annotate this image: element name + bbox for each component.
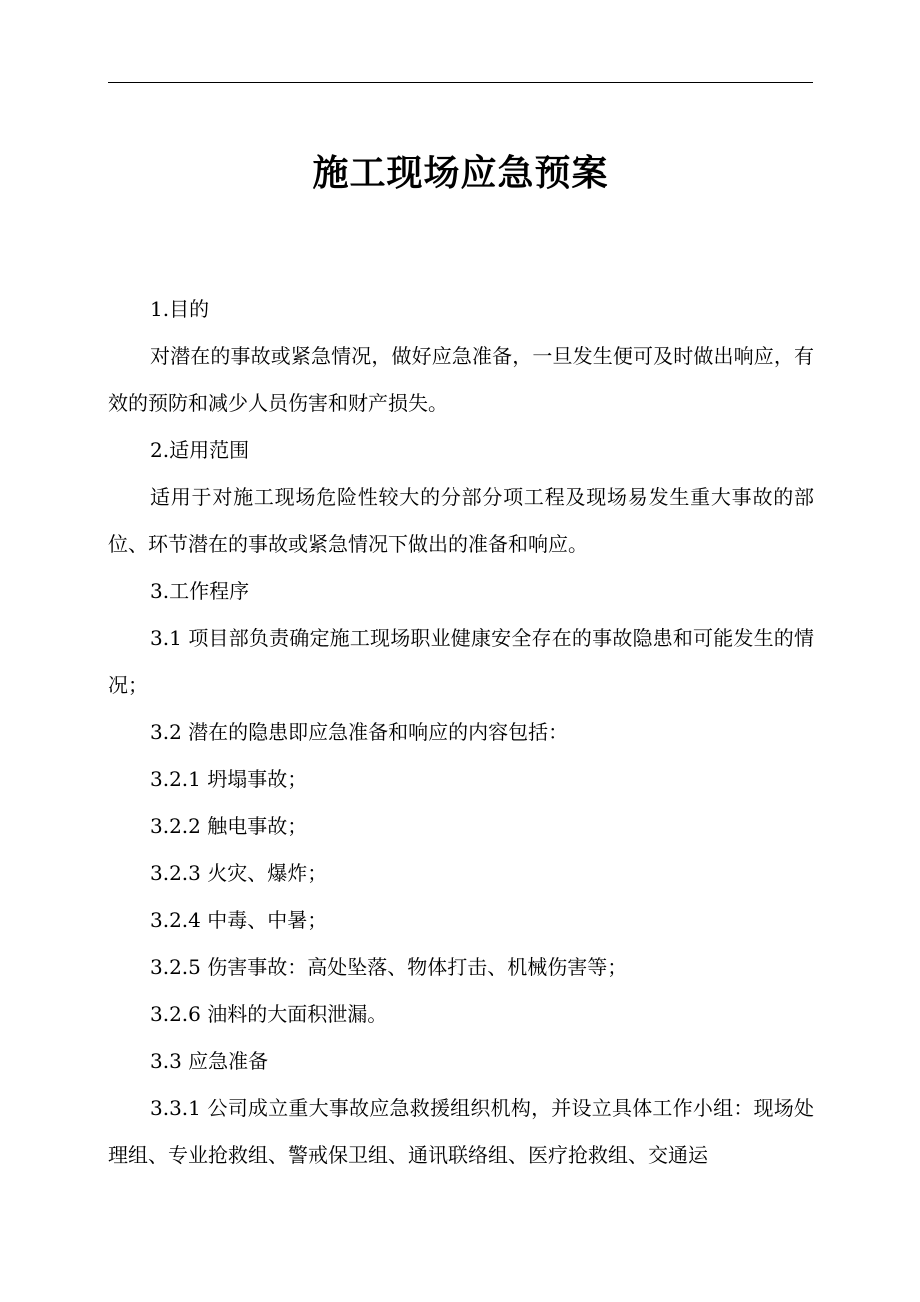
heading-purpose: 1.目的 (150, 297, 210, 321)
heading-procedure: 3.工作程序 (150, 579, 250, 603)
paragraph-3-1: 3.1 项目部负责确定施工现场职业健康安全存在的事故隐患和可能发生的情况； (108, 626, 814, 697)
document-body (108, 286, 814, 1179)
list-item-3-2-4: 3.2.4 中毒、中暑； (150, 908, 328, 932)
document-title: 施工现场应急预案 (312, 153, 609, 194)
heading-scope: 2.适用范围 (150, 438, 250, 462)
list-item-3-2-6: 3.2.6 油料的大面积泄漏。 (150, 1002, 388, 1026)
paragraph-3-2: 3.2 潜在的隐患即应急准备和响应的内容包括： (150, 720, 569, 744)
list-item-3-2-2: 3.2.2 触电事故； (150, 814, 308, 838)
paragraph-scope: 适用于对施工现场危险性较大的分部分项工程及现场易发生重大事故的部位、环节潜在的事故或紧急情况下做出的准备和响应。 (108, 485, 814, 556)
header-rule (108, 82, 813, 83)
list-item-3-2-1: 3.2.1 坍塌事故； (150, 767, 308, 791)
heading-3-3: 3.3 应急准备 (150, 1049, 269, 1073)
paragraph-purpose: 对潜在的事故或紧急情况，做好应急准备，一旦发生便可及时做出响应，有效的预防和减少人员伤害和财产损失。 (108, 344, 814, 415)
paragraph-3-3-1: 3.3.1 公司成立重大事故应急救援组织机构，并设立具体工作小组：现场处理组、专业抢救组、警戒保卫组、通讯联络组、医疗抢救组、交通运 (108, 1096, 814, 1167)
list-item-3-2-3: 3.2.3 火灾、爆炸； (150, 861, 328, 885)
list-item-3-2-5: 3.2.5 伤害事故：高处坠落、物体打击、机械伤害等； (150, 955, 628, 979)
